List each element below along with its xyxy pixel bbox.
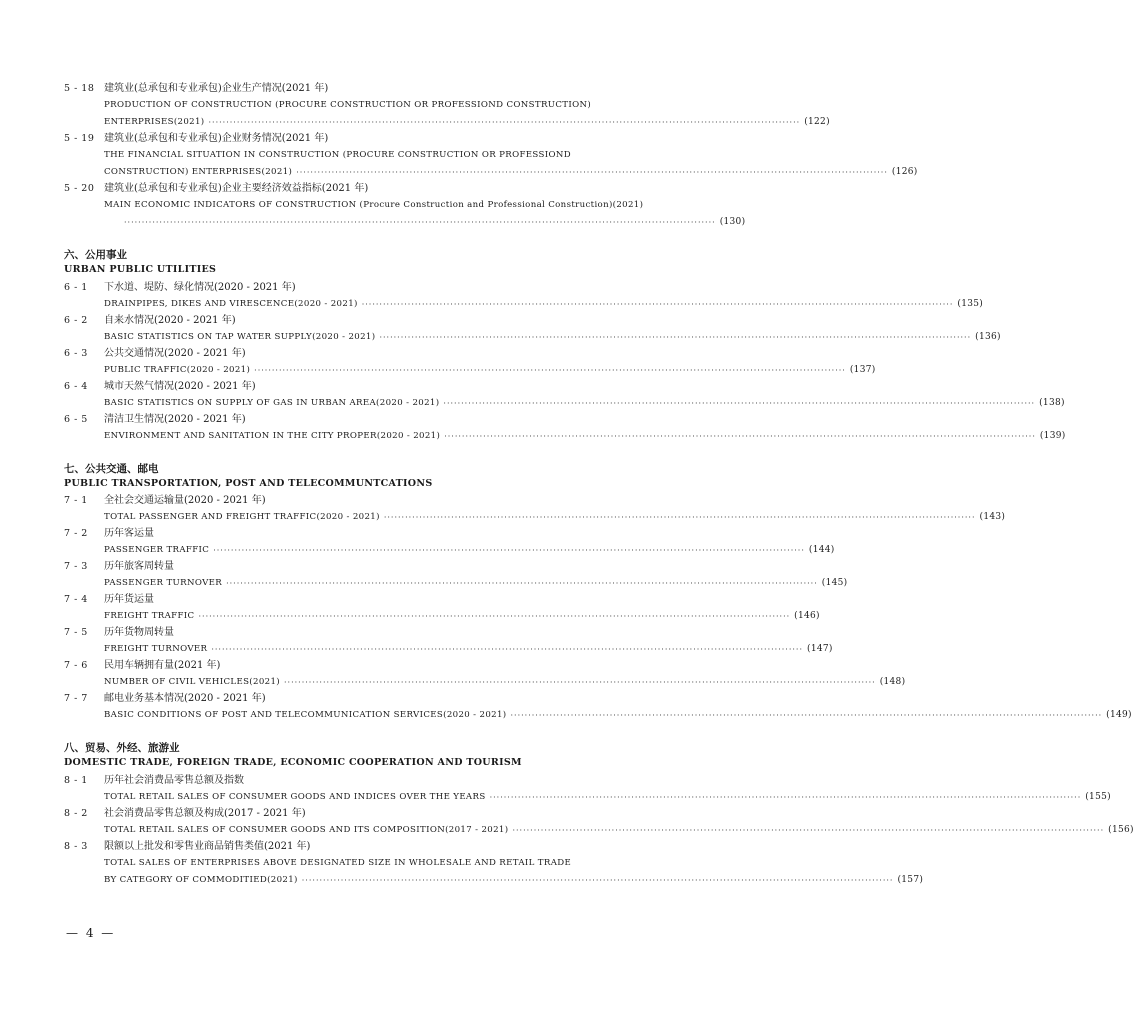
entry-title-cn: 邮电业务基本情况(2020 - 2021 年) — [104, 693, 266, 704]
entry-title-cn: 历年货运量 — [104, 594, 154, 605]
entry-title-cn: 全社会交通运输量(2020 - 2021 年) — [104, 495, 266, 506]
entry-number: 5 - 19 — [64, 133, 95, 144]
entry-page: (122) — [804, 117, 830, 127]
toc-entry-7-4 — [64, 591, 820, 625]
entry-title-en: ENTERPRISES(2021) — [104, 117, 205, 127]
entry-title-en: BASIC CONDITIONS OF POST AND TELECOMMUNICATION SERVICES(2020 - 2021) — [104, 710, 507, 720]
entry-title-cn: 建筑业(总承包和专业承包)企业财务情况(2021 年) — [104, 133, 329, 144]
entry-page: (137) — [849, 365, 876, 375]
entry-title-en: MAIN ECONOMIC INDICATORS OF CONSTRUCTION (Procure Construction and Professional Construction)(2021) — [104, 200, 644, 210]
section-title-en: DOMESTIC TRADE, FOREIGN TRADE, ECONOMIC COOPERATION AND TOURISM — [64, 757, 522, 768]
dot-leader: ······································································································································································· — [379, 333, 972, 342]
entry-title-cn: 下水道、堤防、绿化情况(2020 - 2021 年) — [104, 282, 296, 293]
toc-entry-6-5 — [64, 411, 1066, 445]
entry-title-en: TOTAL SALES OF ENTERPRISES ABOVE DESIGNATED SIZE IN WHOLESALE AND RETAIL TRADE — [104, 858, 572, 868]
dot-leader: ······································································································································································· — [208, 118, 801, 127]
entry-number: 7 - 4 — [64, 594, 88, 605]
section-title-cn: 八、贸易、外经、旅游业 — [64, 742, 180, 754]
entry-title-en: THE FINANCIAL SITUATION IN CONSTRUCTION (PROCURE CONSTRUCTION OR PROFESSIOND — [104, 150, 571, 160]
section-title-cn: 六、公用事业 — [64, 249, 127, 261]
toc-entry-5-19 — [64, 130, 918, 181]
toc-entry-6-1 — [64, 279, 984, 313]
entry-title-en: PASSENGER TRAFFIC — [104, 545, 210, 555]
entry-title-cn: 民用车辆拥有量(2021 年) — [104, 660, 221, 671]
entry-title-cn: 公共交通情况(2020 - 2021 年) — [104, 348, 246, 359]
entry-title-cn: 清洁卫生情况(2020 - 2021 年) — [104, 414, 246, 425]
entry-number: 6 - 2 — [64, 315, 88, 326]
entry-number: 8 - 2 — [64, 808, 88, 819]
entry-title-en: TOTAL PASSENGER AND FREIGHT TRAFFIC(2020 - 2021) — [104, 512, 380, 522]
entry-title-cn: 历年货物周转量 — [104, 627, 174, 638]
entry-page: (145) — [821, 578, 848, 588]
page-number: — 4 — — [66, 926, 116, 940]
dot-leader: ······································································································································································· — [489, 793, 1082, 802]
entry-page: (149) — [1106, 710, 1132, 720]
toc-entry-7-5 — [64, 624, 833, 658]
toc-entry-5-20 — [64, 180, 746, 231]
entry-title-en: BY CATEGORY OF COMMODITIED(2021) — [104, 875, 298, 885]
toc-entry-7-2 — [64, 525, 835, 559]
dot-leader: ······································································································································································· — [383, 513, 976, 522]
entry-number: 8 - 3 — [64, 841, 88, 852]
entry-number: 6 - 1 — [64, 282, 88, 293]
section-title-en: URBAN PUBLIC UTILITIES — [64, 264, 217, 275]
entry-title-cn: 建筑业(总承包和专业承包)企业主要经济效益指标(2021 年) — [104, 183, 369, 194]
toc-entry-7-1 — [64, 492, 1006, 526]
entry-number: 6 - 5 — [64, 414, 88, 425]
entry-title-cn: 历年旅客周转量 — [104, 561, 174, 572]
toc-entry-7-3 — [64, 558, 848, 592]
entry-number: 6 - 3 — [64, 348, 88, 359]
entry-number: 7 - 7 — [64, 693, 88, 704]
toc-entry-8-1 — [64, 772, 1111, 806]
entry-title-cn: 历年客运量 — [104, 528, 154, 539]
entry-title-en: TOTAL RETAIL SALES OF CONSUMER GOODS AND INDICES OVER THE YEARS — [104, 792, 486, 802]
toc-entry-7-7 — [64, 690, 1132, 724]
entry-number: 7 - 5 — [64, 627, 88, 638]
entry-title-en: FREIGHT TRAFFIC — [104, 611, 195, 621]
toc-entry-6-2 — [64, 312, 1001, 346]
entry-title-en: PASSENGER TURNOVER — [104, 578, 223, 588]
dot-leader: ······································································································································································· — [284, 678, 876, 687]
entry-number: 8 - 1 — [64, 775, 88, 786]
entry-page: (157) — [897, 875, 924, 885]
entry-title-en: PRODUCTION OF CONSTRUCTION (PROCURE CONSTRUCTION OR PROFESSIOND CONSTRUCTION) — [104, 100, 592, 110]
dot-leader: ······································································································································································· — [226, 579, 818, 588]
dot-leader: ······································································································································································· — [444, 432, 1036, 441]
dot-leader: ······································································································································································· — [254, 366, 846, 375]
entry-title-en: ENVIRONMENT AND SANITATION IN THE CITY PROPER(2020 - 2021) — [104, 431, 441, 441]
entry-number: 7 - 6 — [64, 660, 88, 671]
section-title-cn: 七、公共交通、邮电 — [64, 463, 159, 475]
entry-page: (156) — [1108, 825, 1134, 835]
entry-title-cn: 限额以上批发和零售业商品销售类值(2021 年) — [104, 841, 311, 852]
entry-title-en: BASIC STATISTICS ON SUPPLY OF GAS IN URBAN AREA(2020 - 2021) — [104, 398, 440, 408]
entry-page: (126) — [891, 167, 918, 177]
entry-page: (155) — [1085, 792, 1111, 802]
dot-leader: ······································································································································································· — [124, 218, 716, 227]
dot-leader: ······································································································································································· — [361, 300, 954, 309]
entry-title-en: TOTAL RETAIL SALES OF CONSUMER GOODS AND ITS COMPOSITION(2017 - 2021) — [104, 825, 509, 835]
dot-leader: ······································································································································································· — [213, 546, 805, 555]
entry-page: (138) — [1039, 398, 1065, 408]
entry-title-en: CONSTRUCTION) ENTERPRISES(2021) — [104, 167, 293, 177]
entry-title-cn: 城市天然气情况(2020 - 2021 年) — [104, 381, 256, 392]
dot-leader: ······································································································································································· — [296, 168, 888, 177]
entry-page: (136) — [975, 332, 1001, 342]
dot-leader: ······································································································································································· — [443, 399, 1036, 408]
entry-number: 5 - 20 — [64, 183, 95, 194]
entry-title-en: BASIC STATISTICS ON TAP WATER SUPPLY(2020 - 2021) — [104, 332, 376, 342]
toc-entry-8-2 — [64, 805, 1134, 839]
entry-title-cn: 建筑业(总承包和专业承包)企业生产情况(2021 年) — [104, 83, 329, 94]
toc-entry-6-4 — [64, 378, 1065, 412]
entry-title-en: FREIGHT TURNOVER — [104, 644, 208, 654]
dot-leader: ······································································································································································· — [510, 711, 1103, 720]
toc-entry-8-3 — [64, 838, 924, 889]
entry-number: 5 - 18 — [64, 83, 95, 94]
entry-title-en: PUBLIC TRAFFIC(2020 - 2021) — [104, 365, 251, 375]
entry-page: (146) — [794, 611, 820, 621]
entry-number: 7 - 1 — [64, 495, 88, 506]
entry-title-cn: 自来水情况(2020 - 2021 年) — [104, 315, 236, 326]
entry-page: (147) — [807, 644, 833, 654]
toc-entry-6-3 — [64, 345, 876, 379]
dot-leader: ······································································································································································· — [211, 645, 804, 654]
entry-title-cn: 社会消费品零售总额及构成(2017 - 2021 年) — [104, 808, 306, 819]
entry-page: (143) — [979, 512, 1006, 522]
toc-entry-7-6 — [64, 657, 906, 691]
dot-leader: ······································································································································································· — [301, 876, 894, 885]
entry-title-en: DRAINPIPES, DIKES AND VIRESCENCE(2020 - 2021) — [104, 299, 358, 309]
entry-title-cn: 历年社会消费品零售总额及指数 — [104, 775, 244, 786]
dot-leader: ······································································································································································· — [512, 826, 1105, 835]
entry-number: 7 - 3 — [64, 561, 88, 572]
entry-page: (135) — [957, 299, 984, 309]
entry-page: (130) — [719, 217, 746, 227]
dot-leader: ······································································································································································· — [198, 612, 791, 621]
section-title-en: PUBLIC TRANSPORTATION, POST AND TELECOMMUNTCATIONS — [64, 478, 433, 489]
entry-page: (148) — [879, 677, 906, 687]
toc-entry-5-18 — [64, 80, 830, 131]
entry-title-en: NUMBER OF CIVIL VEHICLES(2021) — [104, 677, 280, 687]
entry-page: (139) — [1039, 431, 1066, 441]
entry-page: (144) — [808, 545, 835, 555]
entry-number: 7 - 2 — [64, 528, 88, 539]
entry-number: 6 - 4 — [64, 381, 88, 392]
